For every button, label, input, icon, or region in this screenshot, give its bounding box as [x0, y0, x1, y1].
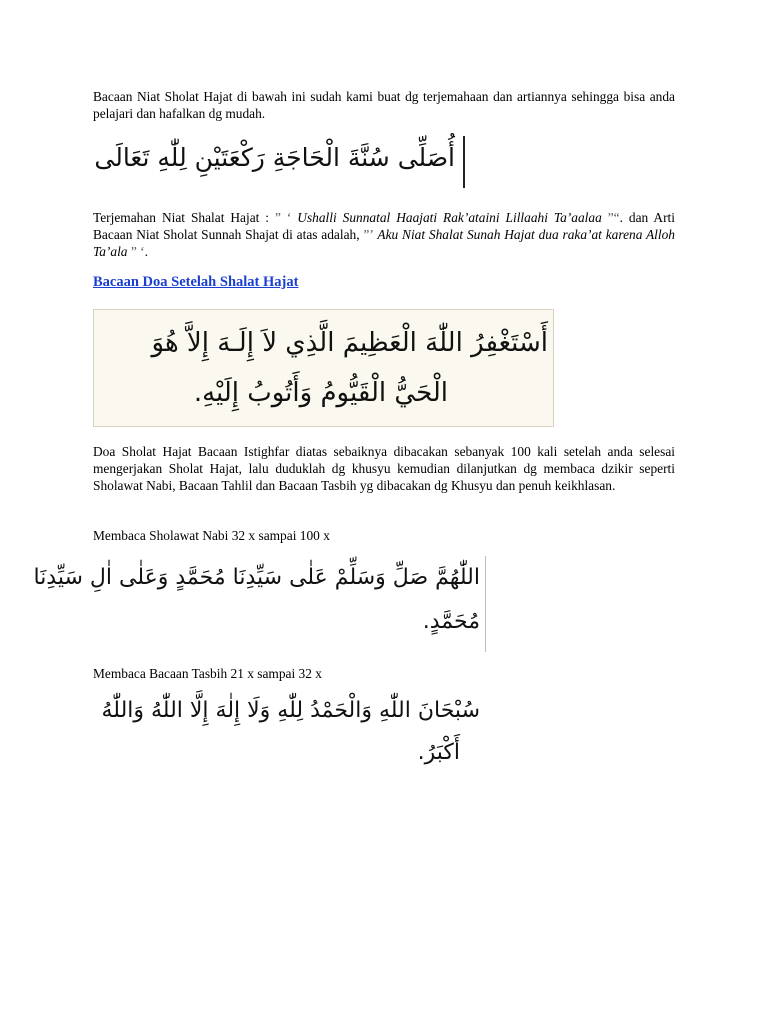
- doa-arabic-text: [100, 318, 548, 420]
- sholawat-caption: Membaca Sholawat Nabi 32 x sampai 100 x: [93, 528, 330, 543]
- doa-arabic-line-1: أَسْتَغْفِرُ اللّٰهَ الْعَظِيمَ الَّذِي لاَ إِلَـهَ إِلاَّ هُوَ: [151, 328, 548, 358]
- tasbih-arabic-line-2: أَكْبَرُ.: [417, 740, 460, 765]
- niat-image-border: [463, 136, 465, 188]
- quote-mark: ”’: [363, 227, 374, 242]
- sholawat-image-border: [485, 556, 486, 652]
- sholawat-arabic-line-1: اللّٰهُمَّ صَلِّ وَسَلِّمْ عَلٰى سَيِّدِنَا مُحَمَّدٍ وَعَلٰى اٰلِ سَيِّدِنَا: [33, 565, 480, 590]
- terjemahan-paragraph: [93, 209, 675, 260]
- sholawat-arabic-image: [33, 556, 480, 652]
- tasbih-caption: Membaca Bacaan Tasbih 21 x sampai 32 x: [93, 666, 322, 681]
- niat-arabic-image: [94, 136, 455, 184]
- doa-paragraph: Doa Sholat Hajat Bacaan Istighfar diatas sebaiknya dibacakan sebanyak 100 kali setelah anda selesai mengerjakan Sholat Hajat, lalu duduklah dg khusyu kemudian dilanjutkan dg membaca dzikir seperti Sholawat Nabi, Bacaan Tahlil dan Bacaan Tasbih yg dibacakan dg Khusyu dan penuh keikhlasan.: [93, 444, 675, 493]
- tasbih-arabic-image: [95, 690, 480, 780]
- niat-arabic-text: أُصَلِّى سُنَّةَ الْحَاجَةِ رَكْعَتَيْنِ لِلّٰهِ تَعَالَى: [94, 143, 455, 172]
- terjemahan-arti: Aku Niat Shalat Sunah Hajat dua raka’at karena Alloh Ta’ala: [93, 227, 675, 259]
- terjemahan-middle: . dan Arti Bacaan Niat Sholat Sunnah Shajat di atas adalah,: [93, 210, 675, 242]
- quote-mark: ” ‘: [274, 210, 292, 225]
- doa-arabic-line-2: الْحَيُّ الْقَيُّومُ وَأَتُوبُ إِلَيْهِ.: [193, 378, 448, 408]
- terjemahan-end: .: [144, 244, 148, 259]
- intro-paragraph: Bacaan Niat Sholat Hajat di bawah ini sudah kami buat dg terjemahaan dan artiannya sehingga bisa anda pelajari dan hafalkan dg mudah.: [93, 89, 675, 121]
- quote-mark: ”“: [607, 210, 620, 225]
- doa-heading-link[interactable]: Bacaan Doa Setelah Shalat Hajat: [93, 274, 299, 290]
- tasbih-arabic-line-1: سُبْحَانَ اللّٰهِ وَالْحَمْدُ لِلّٰهِ وَلَا إِلٰهَ إِلَّا اللّٰهُ وَاللّٰهُ: [101, 698, 480, 723]
- quote-mark: ” ‘: [130, 244, 145, 259]
- terjemahan-latin: Ushalli Sunnatal Haajati Rak’ataini Lillaahi Ta’aalaa: [291, 210, 608, 225]
- terjemahan-prefix: Terjemahan Niat Shalat Hajat :: [93, 210, 275, 225]
- sholawat-arabic-line-2: مُحَمَّدٍ.: [422, 609, 480, 634]
